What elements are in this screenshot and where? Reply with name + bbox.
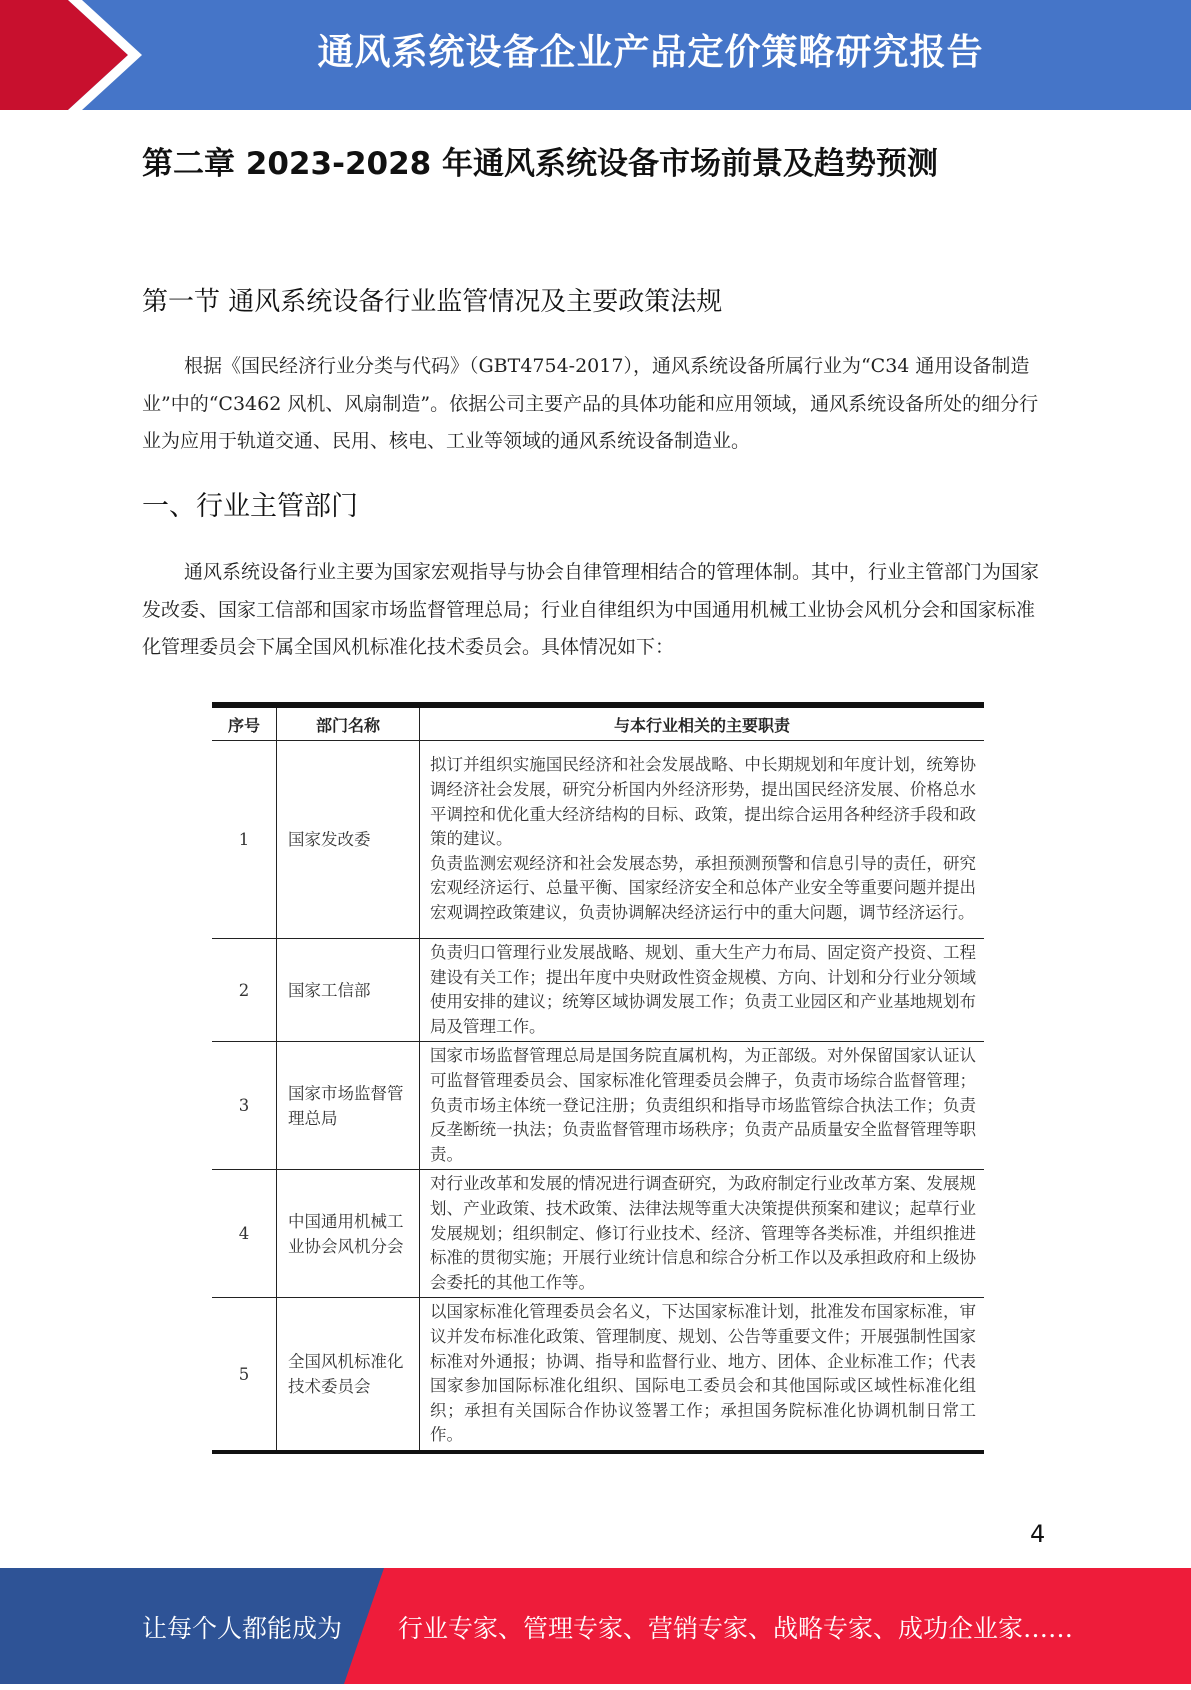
department-duty: 对行业改革和发展的情况进行调查研究，为政府制定行业改革方案、发展规划、产业政策、技术政策、法律法规等重大决策提供预案和建议；起草行业发展规划；组织制定、修订行业技术、经济、管理等各类标准，并组织推进标准的贯彻实施；开展行业统计信息和综合分析工作以及承担政府和上级协会委托的其他工作等。: [420, 1170, 985, 1298]
row-number: 4: [212, 1170, 277, 1298]
table-row: [212, 741, 984, 939]
department-name: 全国风机标准化技术委员会: [277, 1298, 420, 1452]
department-duty: [420, 741, 985, 939]
header-title: 通风系统设备企业产品定价策略研究报告: [317, 32, 984, 73]
header-cell-name: 部门名称: [277, 705, 420, 741]
page-header: [0, 0, 1191, 110]
section-title: 第一节 通风系统设备行业监管情况及主要政策法规: [142, 287, 723, 317]
chapter-title: 第二章 2023-2028 年通风系统设备市场前景及趋势预测: [142, 146, 939, 182]
department-name: 国家发改委: [277, 741, 420, 939]
department-duty: 国家市场监督管理总局是国务院直属机构，为正部级。对外保留国家认证认可监督管理委员会、国家标准化管理委员会牌子，负责市场综合监督管理；负责市场主体统一登记注册；负责组织和指导市场监管综合执法工作；负责反垄断统一执法；负责监督管理市场秩序；负责产品质量安全监督管理等职责。: [420, 1042, 985, 1170]
department-duty: 以国家标准化管理委员会名义，下达国家标准计划，批准发布国家标准，审议并发布标准化政策、管理制度、规划、公告等重要文件；开展强制性国家标准对外通报；协调、指导和监督行业、地方、团体、企业标准工作；代表国家参加国际标准化组织、国际电工委员会和其他国际或区域性标准化组织；承担有关国际合作协议签署工作；承担国务院标准化协调机制日常工作。: [420, 1298, 985, 1452]
header-cell-no: 序号: [212, 705, 277, 741]
header-cell-duty: 与本行业相关的主要职责: [420, 705, 985, 741]
footer-slogan-right: 行业专家、管理专家、营销专家、战略专家、成功企业家……: [398, 1614, 1074, 1643]
duty-text: 负责监测宏观经济和社会发展态势，承担预测预警和信息引导的责任，研究宏观经济运行、总量平衡、国家经济安全和总体产业安全等重要问题并提出宏观调控政策建议，负责协调解决经济运行中的重大问题，调节经济运行。: [430, 853, 976, 922]
department-name: 中国通用机械工业协会风机分会: [277, 1170, 420, 1298]
department-duty: 负责归口管理行业发展战略、规划、重大生产力布局、固定资产投资、工程建设有关工作；提出年度中央财政性资金规模、方向、计划和分行业分领域使用安排的建议；统筹区域协调发展工作；负责工业园区和产业基地规划布局及管理工作。: [420, 939, 985, 1042]
table-row: [212, 1170, 984, 1298]
page-number: 4: [1030, 1520, 1046, 1548]
table-row: [212, 939, 984, 1042]
subheading-authorities: 一、行业主管部门: [142, 491, 358, 522]
header-red-arrow-decoration: [0, 0, 150, 110]
duty-text: 拟订并组织实施国民经济和社会发展战略、中长期规划和年度计划，统筹协调经济社会发展，研究分析国内外经济形势，提出国民经济发展、价格总水平调控和优化重大经济结构的目标、政策，提出综合运用各种经济手段和政策的建议。: [430, 755, 976, 849]
page-footer: [0, 1568, 1191, 1684]
row-number: 5: [212, 1298, 277, 1452]
department-name: 国家工信部: [277, 939, 420, 1042]
row-number: 2: [212, 939, 277, 1042]
table-row: [212, 1298, 984, 1452]
row-number: 1: [212, 741, 277, 939]
paragraph-management-system: 通风系统设备行业主要为国家宏观指导与协会自律管理相结合的管理体制。其中，行业主管部门为国家发改委、国家工信部和国家市场监督管理总局；行业自律组织为中国通用机械工业协会风机分会和国家标准化管理委员会下属全国风机标准化技术委员会。具体情况如下：: [142, 561, 1040, 658]
footer-slogan-left: 让每个人都能成为: [142, 1614, 343, 1643]
authorities-table: [212, 702, 984, 1454]
table-header-row: [212, 705, 984, 741]
row-number: 3: [212, 1042, 277, 1170]
department-name: 国家市场监督管理总局: [277, 1042, 420, 1170]
table-row: [212, 1042, 984, 1170]
paragraph-industry-classification: 根据《国民经济行业分类与代码》（GBT4754-2017），通风系统设备所属行业为“C34 通用设备制造业”中的“C3462 风机、风扇制造”。依据公司主要产品的具体功能和应用领域，通风系统设备所处的细分行业为应用于轨道交通、民用、核电、工业等领域的通风系统设备制造业。: [142, 355, 1039, 452]
